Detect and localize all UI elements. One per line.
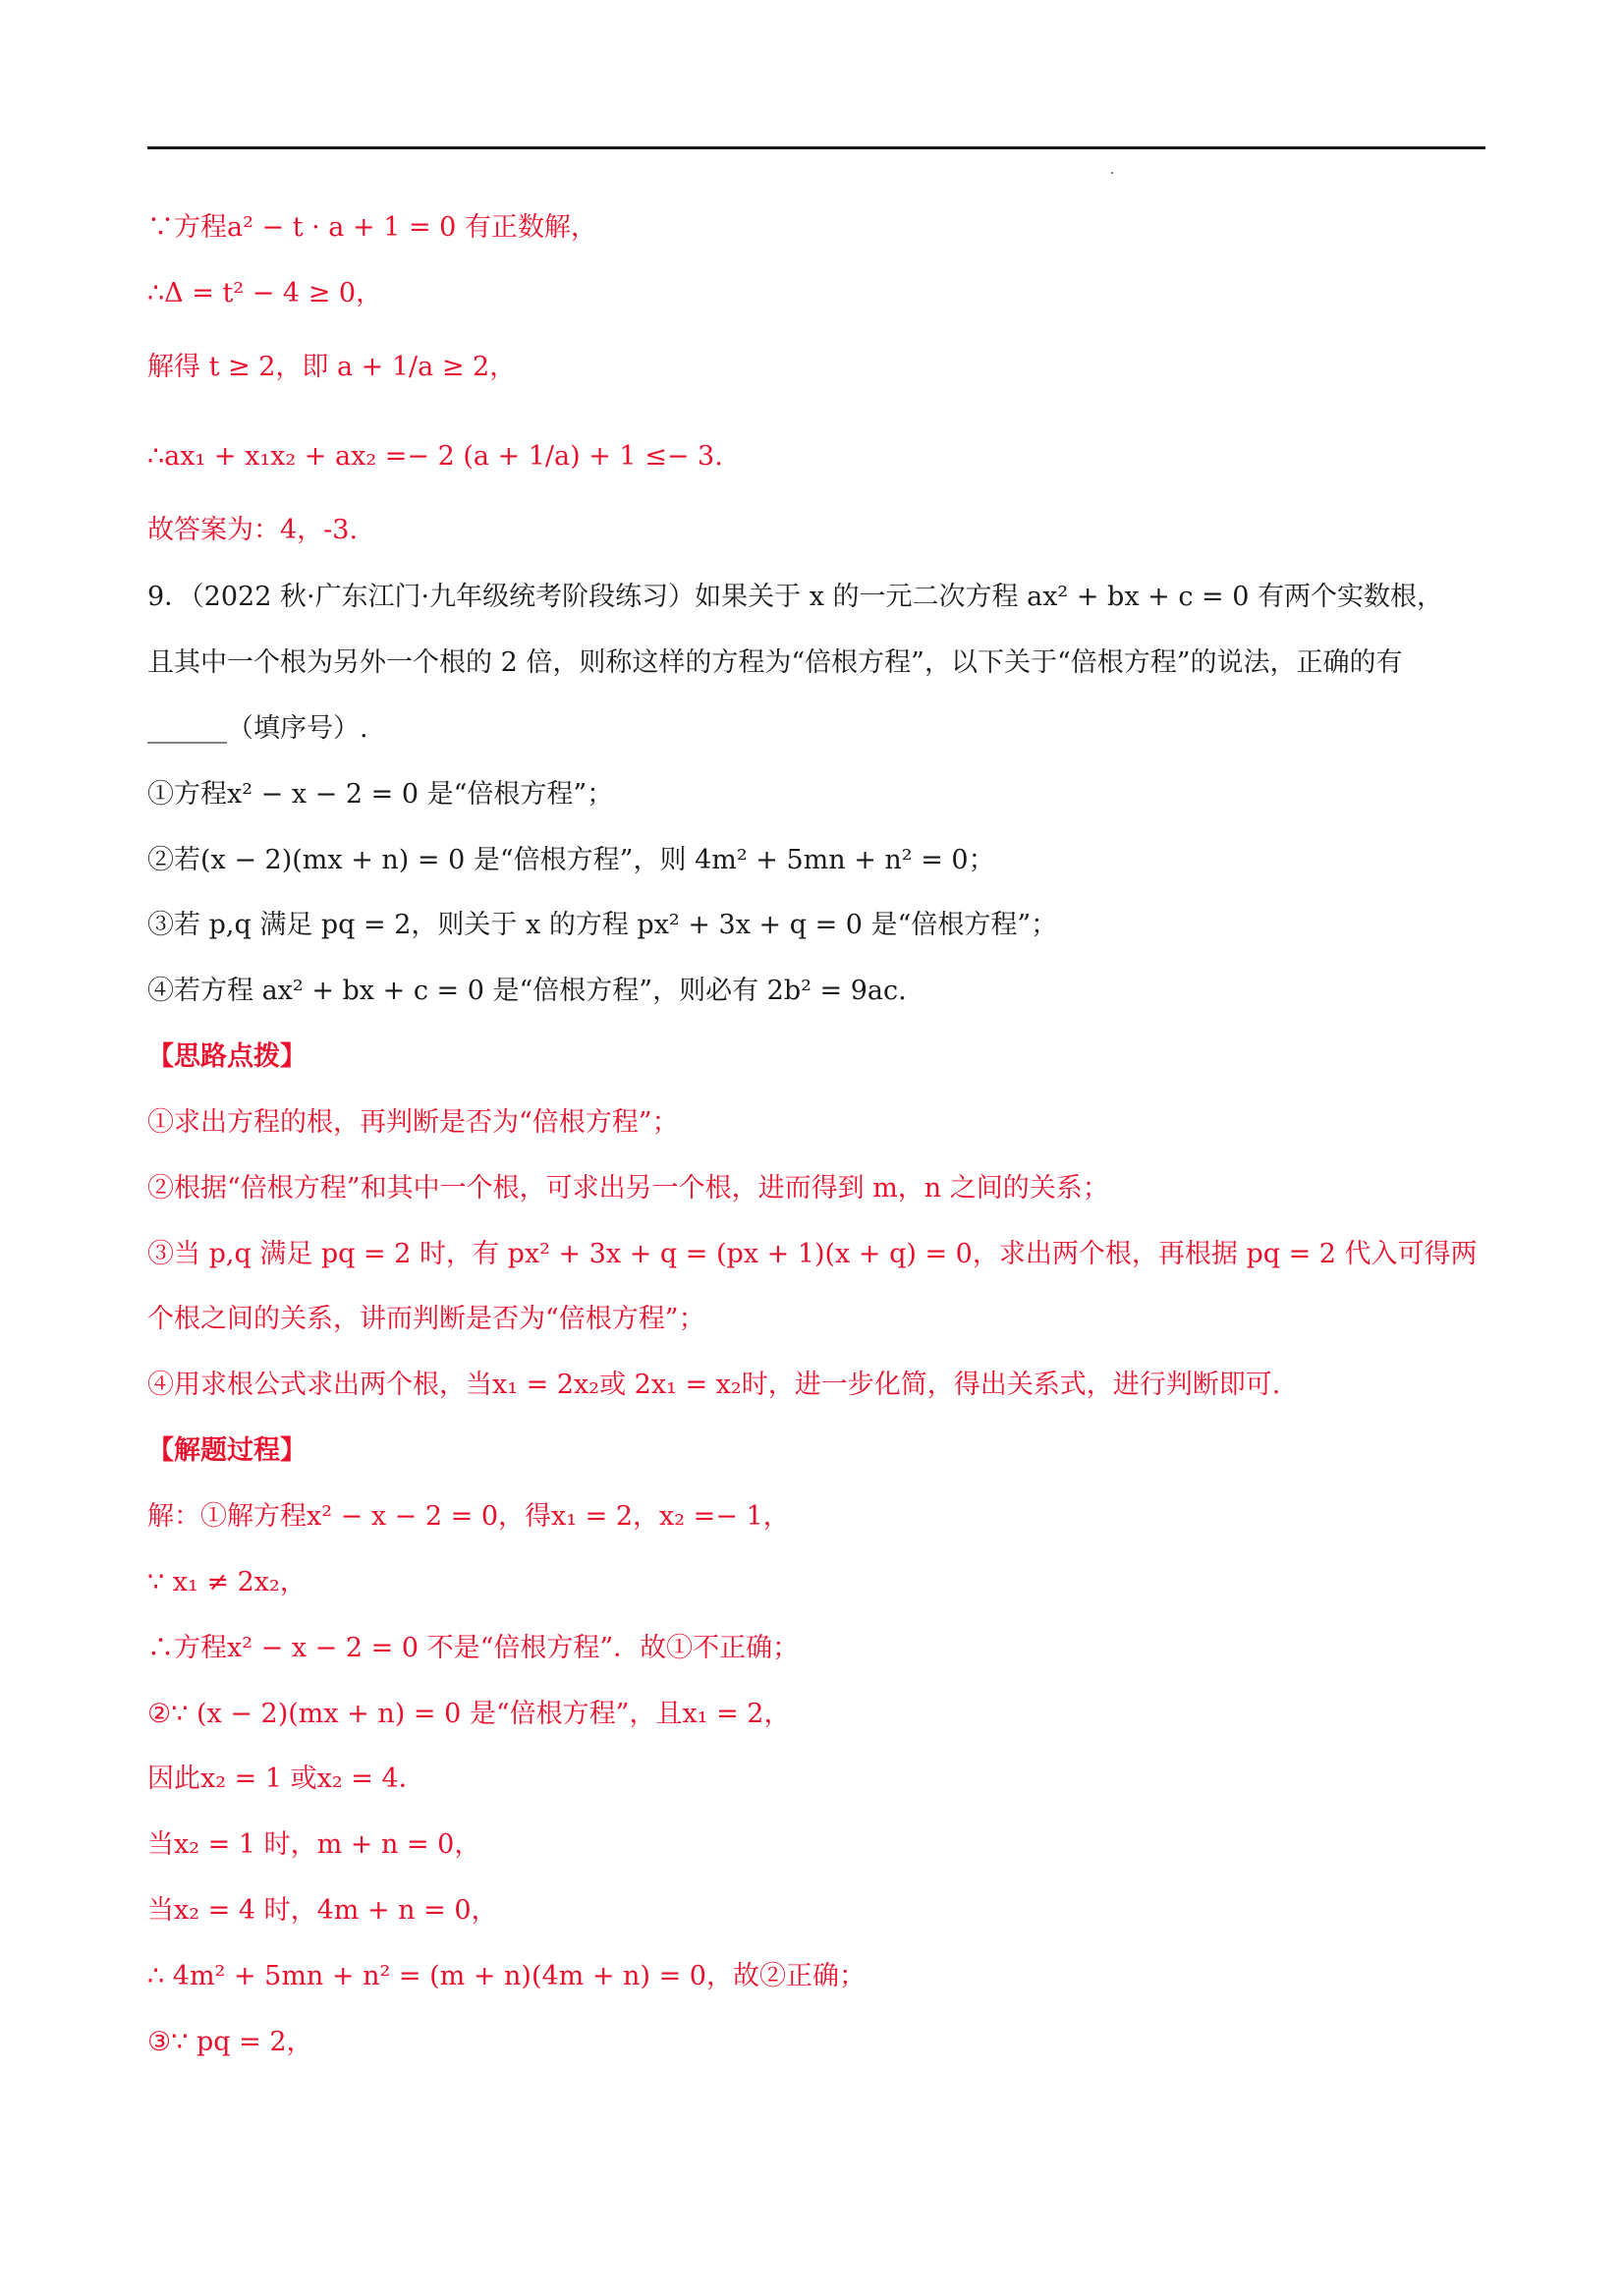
section-heading: 【思路点拨】 <box>147 1041 307 1072</box>
text-line: 解得 t ≥ 2，即 a + 1/a ≥ 2， <box>147 352 517 382</box>
text-line: ④用求根公式求出两个根，当x₁ = 2x₂或 2x₁ = x₂时，进一步化简，得出关系式，进行判断即可. <box>147 1370 1281 1400</box>
text-line: 当x₂ = 1 时，m + n = 0， <box>147 1829 481 1860</box>
text-line: 个根之间的关系，讲而判断是否为“倍根方程”； <box>147 1304 705 1334</box>
question-line: 且其中一个根为另外一个根的 2 倍，则称这样的方程为“倍根方程”，以下关于“倍根方程”的说法，正确的有 <box>147 647 1403 678</box>
question-line: 9．（2022 秋·广东江门·九年级统考阶段练习）如果关于 x 的一元二次方程 ax² + bx + c = 0 有两个实数根， <box>147 582 1444 612</box>
text-line: 当x₂ = 4 时，4m + n = 0， <box>147 1895 498 1926</box>
option-line: ③若 p,q 满足 pq = 2，则关于 x 的方程 px² + 3x + q = 0 是“倍根方程”； <box>147 910 1058 940</box>
option-line: ②若(x − 2)(mx + n) = 0 是“倍根方程”，则 4m² + 5mn + n² = 0； <box>147 845 995 875</box>
text-line: ∴ax₁ + x₁x₂ + ax₂ =− 2 (a + 1/a) + 1 ≤− 3. <box>147 441 723 472</box>
text-line: ③当 p,q 满足 pq = 2 时，有 px² + 3x + q = (px + 1)(x + q) = 0，求出两个根，再根据 pq = 2 代入可得两 <box>147 1239 1478 1269</box>
text-line: 因此x₂ = 1 或x₂ = 4． <box>147 1764 425 1794</box>
text-line: ∴ 4m² + 5mn + n² = (m + n)(4m + n) = 0，故②正确； <box>147 1961 866 1991</box>
text-line: ②根据“倍根方程”和其中一个根，可求出另一个根，进而得到 m，n 之间的关系； <box>147 1173 1109 1204</box>
section-heading: 【解题过程】 <box>147 1435 307 1466</box>
text-line: ①求出方程的根，再判断是否为“倍根方程”； <box>147 1107 679 1138</box>
answer-blank: ______（填序号）. <box>147 713 368 744</box>
text-line: ∴Δ = t² − 4 ≥ 0， <box>147 278 383 308</box>
header-dot <box>1111 172 1113 174</box>
text-line: 解：①解方程x² − x − 2 = 0，得x₁ = 2，x₂ =− 1， <box>147 1501 790 1532</box>
text-line: ③∵ pq = 2， <box>147 2027 313 2057</box>
text-line: ②∵ (x − 2)(mx + n) = 0 是“倍根方程”，且x₁ = 2， <box>147 1699 791 1729</box>
text-line: ∵ x₁ ≠ 2x₂， <box>147 1567 307 1597</box>
option-line: ①方程x² − x − 2 = 0 是“倍根方程”； <box>147 779 614 810</box>
text-line: ∴方程x² − x − 2 = 0 不是“倍根方程”．故①不正确； <box>147 1633 800 1663</box>
header-rule <box>147 146 1485 149</box>
option-line: ④若方程 ax² + bx + c = 0 是“倍根方程”，则必有 2b² = 9ac. <box>147 976 907 1006</box>
text-line: 故答案为：4，-3. <box>147 515 359 545</box>
text-line: ∵方程a² − t · a + 1 = 0 有正数解， <box>147 212 597 243</box>
